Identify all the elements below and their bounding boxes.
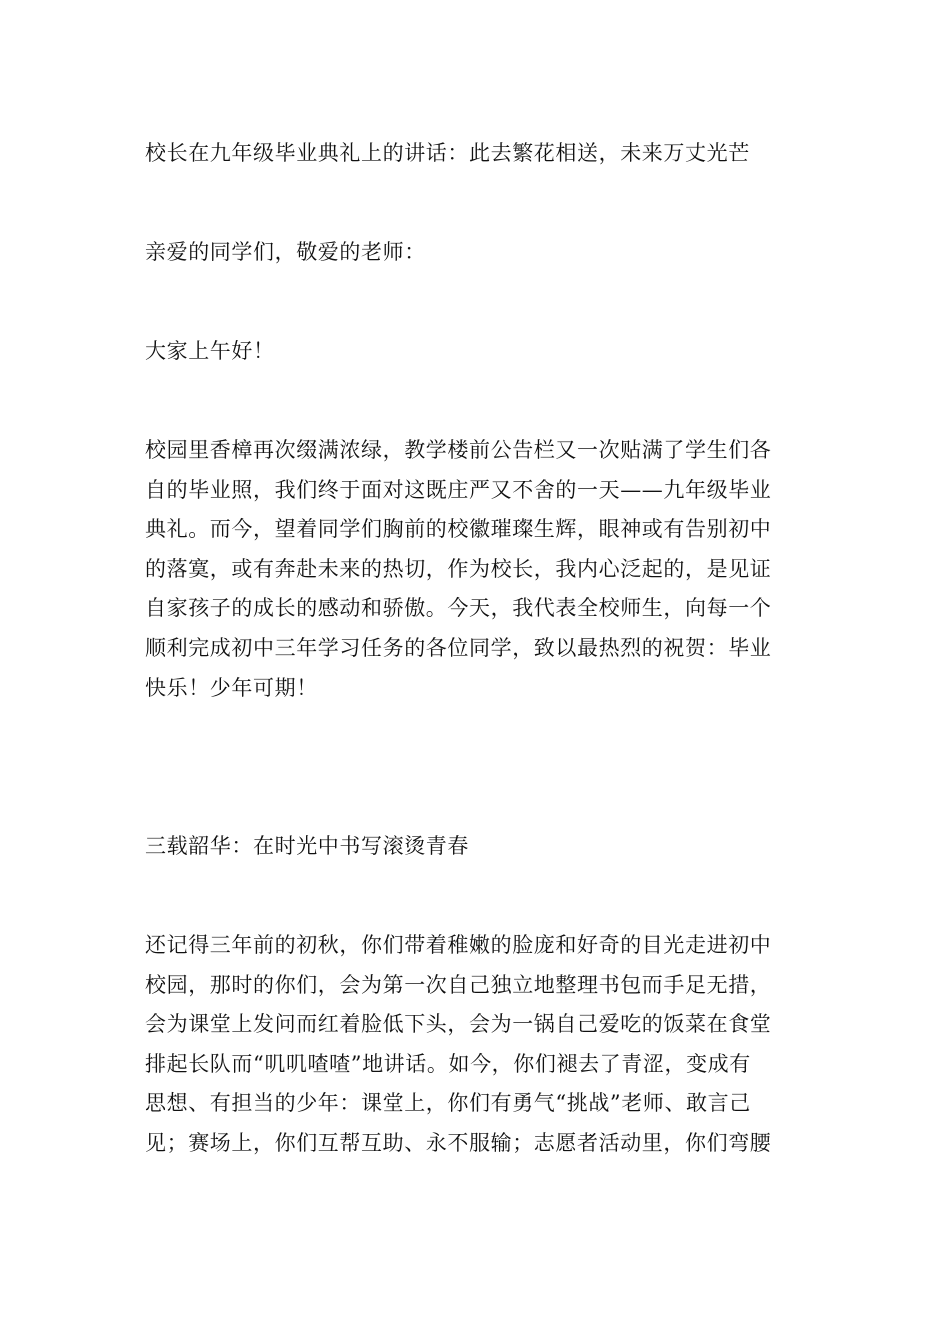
salutation: [145, 233, 810, 273]
section-heading-line: 三载韶华：在时光中书写滚烫青春: [145, 834, 469, 858]
paragraph-2-line: 校园，那时的你们，会为第一次自己独立地整理书包而手足无措，: [145, 972, 772, 997]
paragraph-2: [145, 926, 810, 1164]
greeting-line: 大家上午好！: [145, 339, 275, 363]
paragraph-1-line: 顺利完成初中三年学习任务的各位同学，致以最热烈的祝贺：毕业: [145, 635, 772, 660]
section-heading: [145, 827, 810, 867]
title-line: 校长在九年级毕业典礼上的讲话：此去繁花相送，未来万丈光芒: [145, 141, 750, 165]
paragraph-1-line: 自家孩子的成长的感动和骄傲。今天，我代表全校师生，向每一个: [145, 596, 772, 621]
paragraph-1-line: 快乐！少年可期！: [145, 675, 318, 700]
paragraph-2-line: 思想、有担当的少年：课堂上，你们有勇气“挑战”老师、敢言己: [145, 1091, 751, 1116]
paragraph-2-line: 见；赛场上，你们互帮互助、永不服输；志愿者活动里，你们弯腰: [145, 1130, 772, 1155]
paragraph-1: [145, 431, 810, 708]
paragraph-2-line: 排起长队而“叽叽喳喳”地讲话。如今，你们褪去了青涩，变成有: [145, 1051, 751, 1076]
paragraph-1-line: 典礼。而今，望着同学们胸前的校徽璀璨生辉，眼神或有告别初中: [145, 517, 772, 542]
document-title: [145, 134, 810, 174]
paragraph-1-line: 的落寞，或有奔赴未来的热切，作为校长，我内心泛起的，是见证: [145, 556, 772, 581]
paragraph-1-line: 校园里香樟再次缀满浓绿，教学楼前公告栏又一次贴满了学生们各: [145, 438, 772, 462]
paragraph-1-line: 自的毕业照，我们终于面对这既庄严又不舍的一天——九年级毕业: [145, 477, 772, 502]
greeting: [145, 332, 810, 372]
salutation-line: 亲爱的同学们，敬爱的老师：: [145, 240, 426, 264]
paragraph-2-line: 还记得三年前的初秋，你们带着稚嫩的脸庞和好奇的目光走进初中: [145, 933, 772, 957]
paragraph-2-line: 会为课堂上发问而红着脸低下头，会为一锅自己爱吃的饭菜在食堂: [145, 1012, 772, 1037]
